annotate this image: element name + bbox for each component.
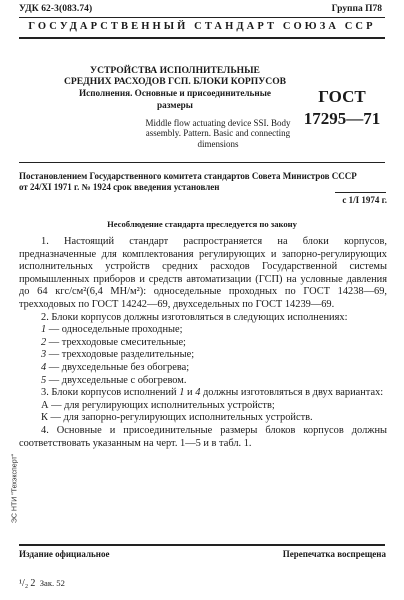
udk-code: УДК 62-3(083.74) xyxy=(19,4,93,14)
body-text xyxy=(19,236,387,450)
legal-notice: Несоблюдение стандарта преследуется по закону xyxy=(107,219,297,229)
english-title-line-1: Middle flow actuating device SSI. Body xyxy=(145,118,291,128)
english-title-line-2: assembly. Pattern. Basic and connecting xyxy=(145,128,291,139)
title-block xyxy=(60,65,290,111)
top-rule xyxy=(19,17,385,18)
paragraph-3-b: и xyxy=(184,387,196,399)
group-code: Группа П78 xyxy=(331,4,382,14)
gost-designation xyxy=(296,88,388,130)
item-text: — односедельные проходные; xyxy=(46,324,183,336)
english-title-line-3: dimensions xyxy=(197,138,239,149)
list-item xyxy=(19,337,387,350)
variant-item: К — для запорно-регулирующих исполнительных устройств. xyxy=(41,412,313,424)
note-number: 2 xyxy=(30,578,36,589)
list-item xyxy=(19,362,387,375)
item-text: — двухседельные без обогрева; xyxy=(46,361,190,373)
english-title xyxy=(140,118,296,149)
decree-line-1: Постановлением Государственного комитета стандартов Совета Министров СССР xyxy=(19,171,357,181)
paragraph-3-c: должны изготовляться в двух вариантах: xyxy=(200,387,384,399)
item-text: — двухседельные с обогревом. xyxy=(46,374,187,386)
item-number: 5 xyxy=(41,374,47,386)
item-number: 2 xyxy=(41,336,47,348)
subtitle-line-1: Исполнения. Основные и присоединительные xyxy=(79,88,271,98)
effective-date: с 1/I 1974 г. xyxy=(342,195,387,205)
variant-item: А — для регулирующих исполнительных устройств; xyxy=(41,399,275,411)
note-fraction: ¹/₂ xyxy=(19,578,29,589)
edition-official: Издание официальное xyxy=(19,549,110,559)
item-number: 3 xyxy=(41,349,47,361)
paragraph-1: 1. Настоящий стандарт распространяется на блоки корпусов, предназначенные для комплектования регулирующих и запорно-регулирующих исполнительных устройств средних расходов Государственной системы промышленных приборов и средств автоматизации (ГСП) на условные давления до 64 кгс/см²(6,4 МН/м²): односедельные проходных по ГОСТ 14238—69, трехходовых по ГОСТ 14242—69, двухседельных по ГОСТ 14239—69. xyxy=(19,236,387,310)
gost-number: 17295—71 xyxy=(303,109,381,128)
list-item xyxy=(19,349,387,362)
since-rule xyxy=(335,192,386,193)
note-order: Зак. 52 xyxy=(39,578,65,588)
title-rule xyxy=(19,162,385,163)
standard-banner: ГОСУДАРСТВЕННЫЙ СТАНДАРТ СОЮЗА ССР xyxy=(28,21,376,32)
banner-rule xyxy=(19,37,385,39)
decree-line-2: от 24/XI 1971 г. № 1924 срок введения установлен xyxy=(19,181,220,192)
item-text: — трехходовые разделительные; xyxy=(46,349,195,361)
paragraph-3 xyxy=(19,387,387,400)
paragraph-4: 4. Основные и присоединительные размеры блоков корпусов должны соответствовать указанным на черт. 1—5 и в табл. 1. xyxy=(19,424,387,449)
gost-label: ГОСТ xyxy=(318,87,366,106)
decree-text xyxy=(19,171,387,192)
paragraph-3-n2: 4 xyxy=(195,387,201,399)
print-order-note xyxy=(19,578,65,589)
item-number: 4 xyxy=(41,361,47,373)
side-watermark: ЭС НТИ "Техэксперт" xyxy=(11,453,19,524)
list-item xyxy=(19,324,387,337)
title-line-2: СРЕДНИХ РАСХОДОВ ГСП. БЛОКИ КОРПУСОВ xyxy=(63,76,287,87)
list-item xyxy=(19,375,387,388)
paragraph-2: 2. Блоки корпусов должны изготовляться в следующих исполнениях: xyxy=(41,311,348,323)
reprint-prohibited: Перепечатка воспрещена xyxy=(282,549,386,559)
title-line-1: УСТРОЙСТВА ИСПОЛНИТЕЛЬНЫЕ xyxy=(90,65,260,76)
item-text: — трехходовые смесительные; xyxy=(46,336,186,348)
subtitle-line-2: размеры xyxy=(157,100,193,110)
paragraph-3-n1: 1 xyxy=(179,387,185,399)
footer-rule xyxy=(19,544,385,546)
paragraph-3-a: 3. Блоки корпусов исполнений xyxy=(41,387,180,399)
item-number: 1 xyxy=(41,324,47,336)
